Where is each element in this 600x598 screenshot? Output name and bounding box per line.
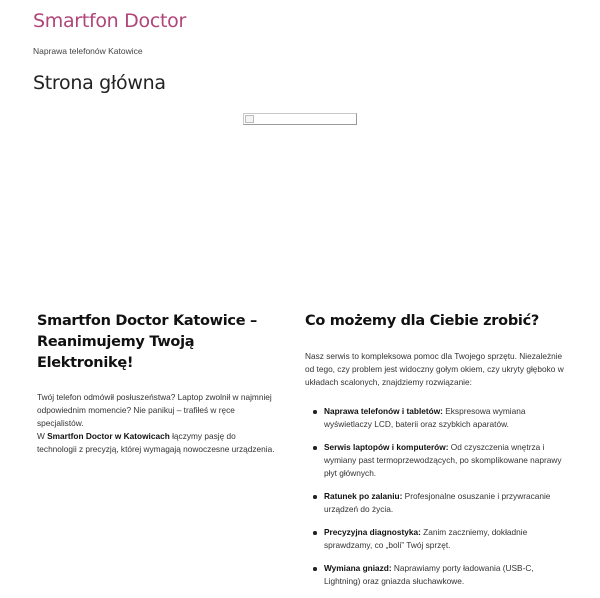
service-text: Naprawiamy porty ładowania (USB-C, Lightning) oraz gniazda słuchawkowe. — [324, 563, 534, 586]
intro-paragraph — [37, 391, 277, 456]
service-title: Naprawa telefonów i tabletów: — [324, 406, 443, 416]
intro-section — [37, 311, 277, 456]
services-list — [313, 405, 567, 588]
service-title: Wymiana gniazd: — [324, 563, 392, 573]
service-text: Ekspresowa wymiana wyświetlaczy LCD, baterii oraz szybkich aparatów. — [324, 406, 526, 429]
intro-company-name: Smartfon Doctor w Katowicach — [47, 431, 170, 441]
list-item — [313, 562, 567, 588]
intro-paragraph-2-suffix: łączymy pasję do technologii z precyzją, której wymagają nowoczesne urządzenia. — [37, 431, 275, 454]
service-title: Serwis laptopów i komputerów: — [324, 442, 449, 452]
hero-image — [243, 113, 357, 125]
services-intro-paragraph: Nasz serwis to kompleksowa pomoc dla Twojego sprzętu. Niezależnie od tego, czy problem jest widoczny gołym okiem, czy ukryty głęboko w układach scalonych, znajdziemy rozwiązanie: — [305, 351, 564, 387]
list-item — [313, 526, 567, 552]
services-section — [305, 311, 567, 598]
list-item — [313, 490, 567, 516]
services-heading: Co możemy dla Ciebie zrobić? — [305, 313, 539, 329]
service-title: Precyzyjna diagnostyka: — [324, 527, 421, 537]
service-text: Od czyszczenia wnętrza i wymiany past termoprzewodzących, po skomplikowane naprawy płyt głównych. — [324, 442, 562, 478]
list-item — [313, 441, 567, 480]
site-header — [33, 10, 186, 56]
page-title: Strona główna — [33, 72, 166, 94]
broken-image-icon — [245, 115, 254, 123]
service-title: Ratunek po zalaniu: — [324, 491, 403, 501]
site-title-link[interactable]: Smartfon Doctor — [33, 10, 186, 32]
service-text: Zanim zaczniemy, dokładnie sprawdzamy, co „boli” Twój sprzęt. — [324, 527, 528, 550]
site-description: Naprawa telefonów Katowice — [33, 46, 143, 56]
intro-paragraph-1: Twój telefon odmówił posłuszeństwa? Laptop zwolnił w najmniej odpowiednim momencie? Nie panikuj – trafiłeś w ręce specjalistów. — [37, 392, 272, 428]
service-text: Profesjonalne osuszanie i przywracanie urządzeń do życia. — [324, 491, 551, 514]
intro-paragraph-2-prefix: W — [37, 431, 48, 441]
list-item — [313, 405, 567, 431]
intro-heading: Smartfon Doctor Katowice – Reanimujemy Twoją Elektronikę! — [37, 313, 257, 371]
